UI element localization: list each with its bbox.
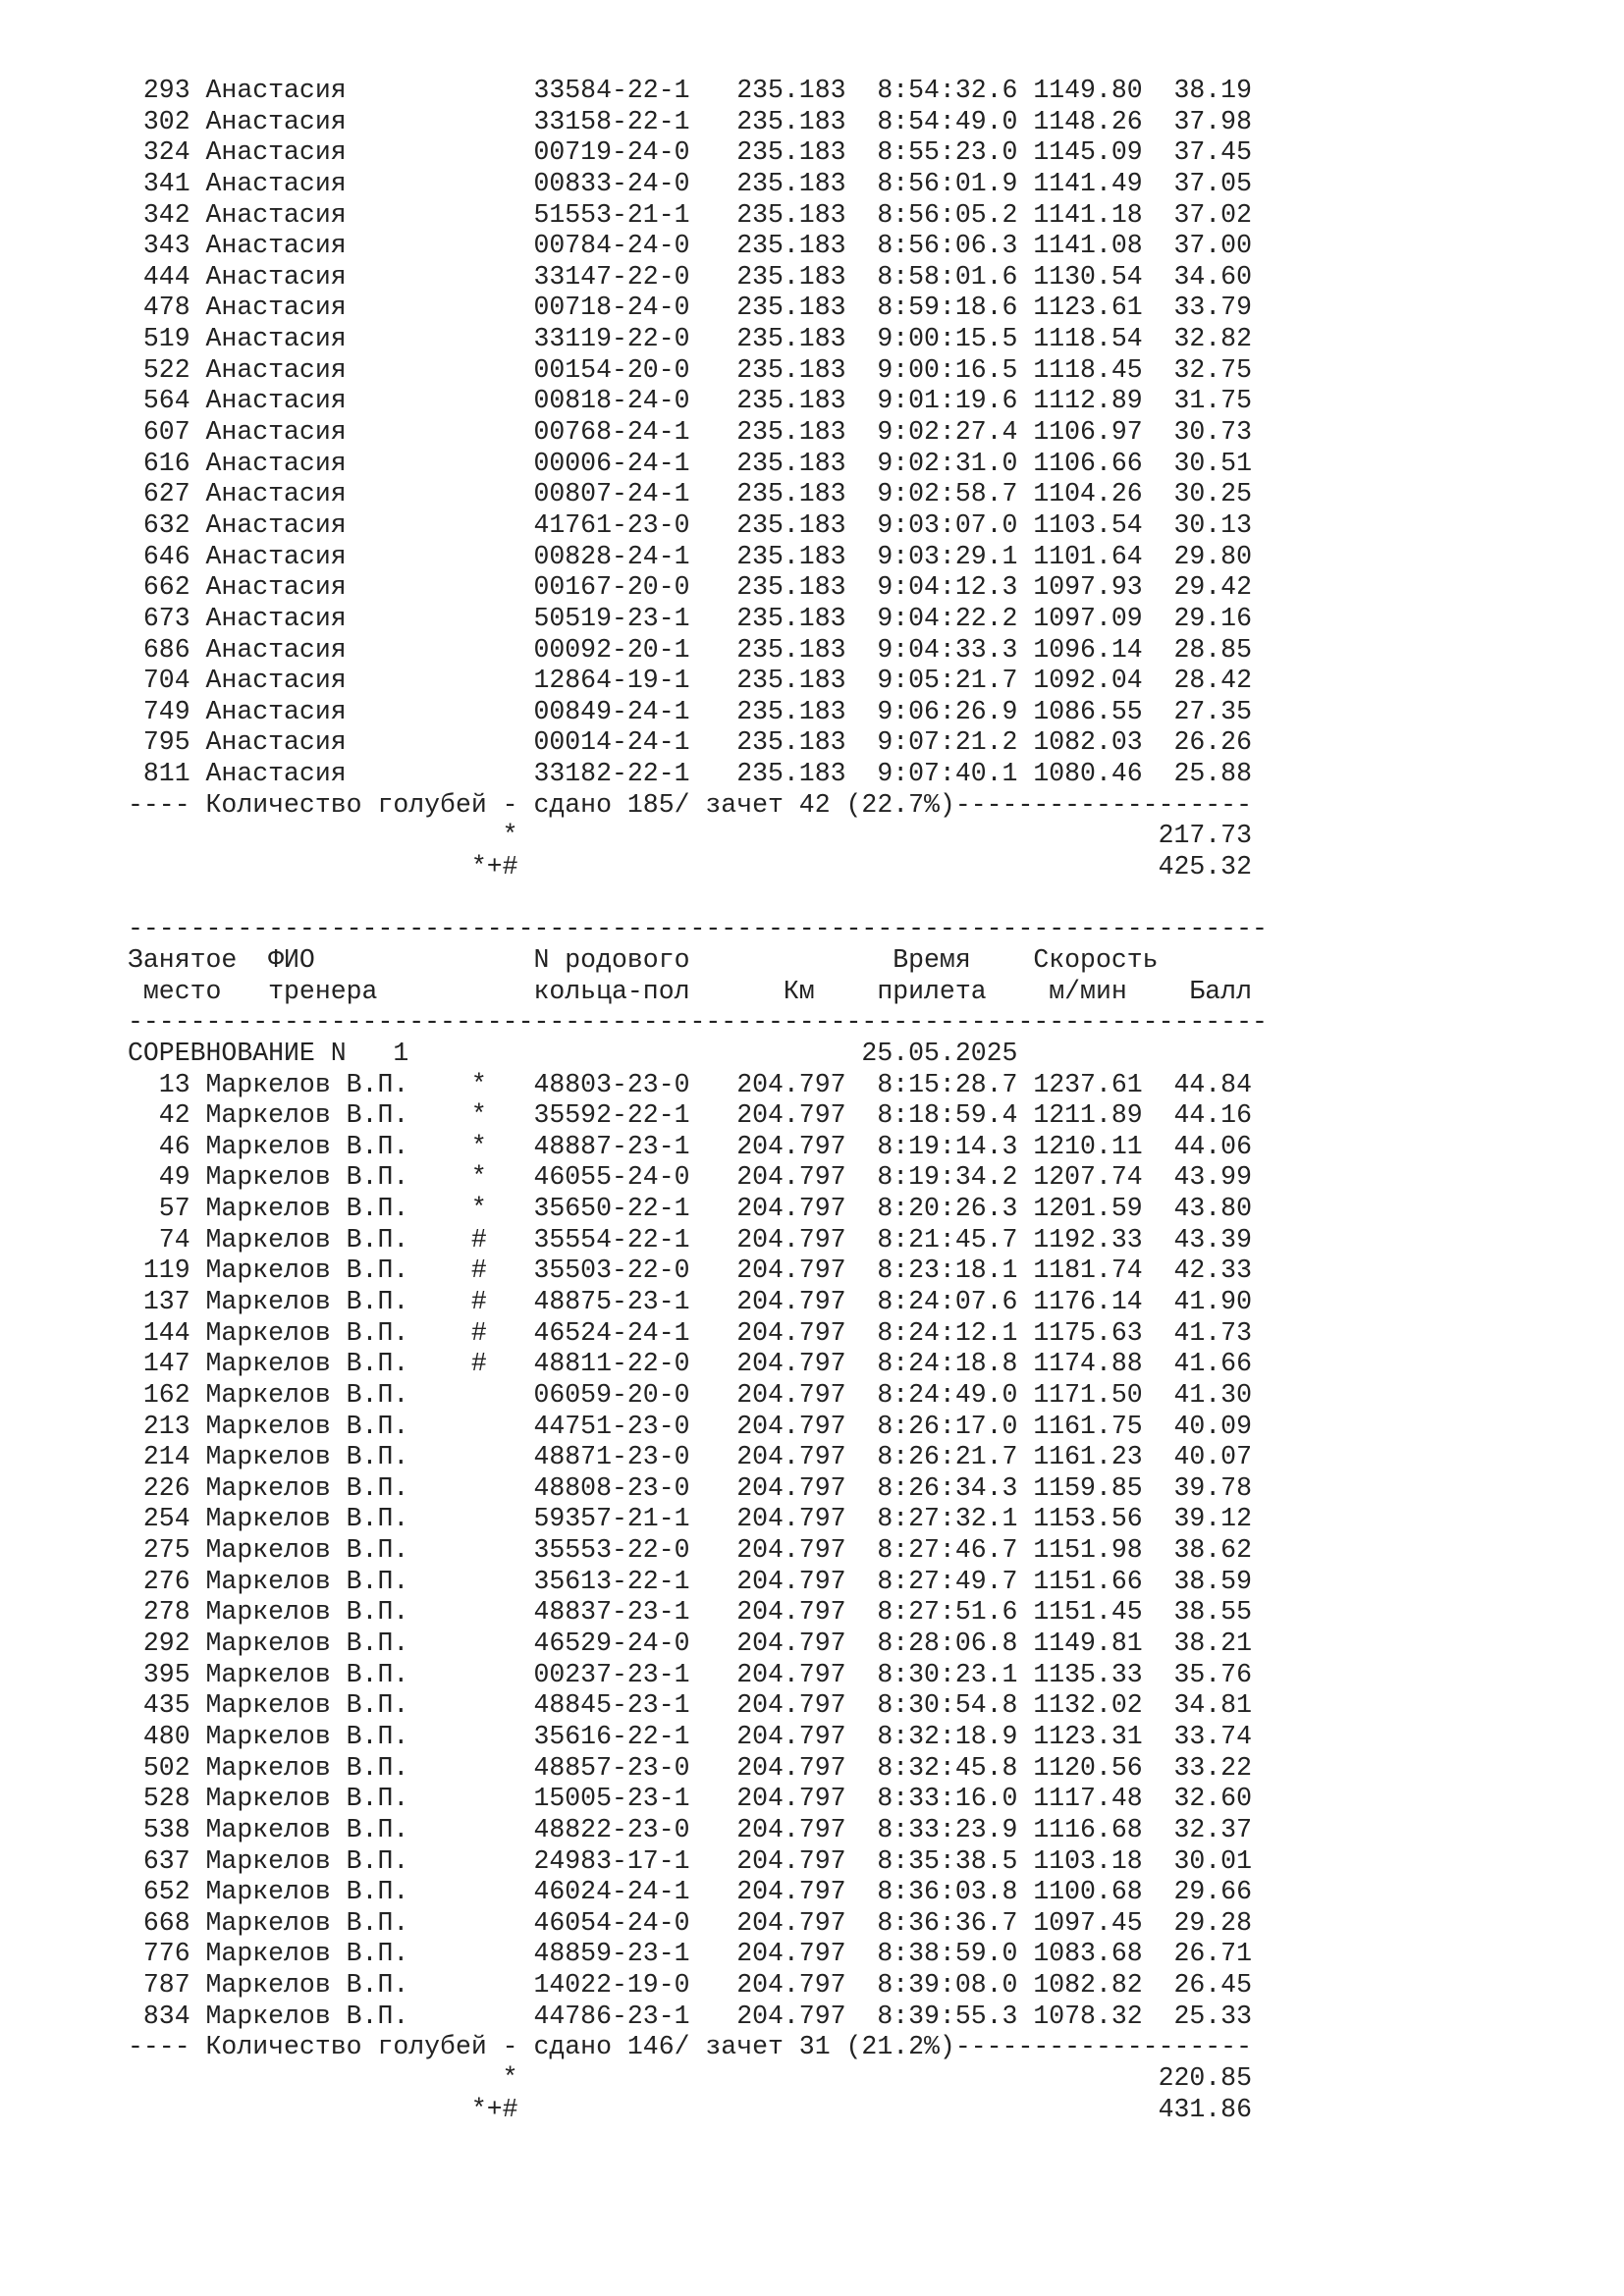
section-markelov — [128, 1039, 1268, 2125]
header-line-1: Занятое ФИО N родового Время Скорость — [128, 944, 1159, 975]
result-row: 522 Анастасия 00154-20-0 235.183 9:00:16.5 1118.45 32.75 — [128, 354, 1252, 385]
result-row: 213 Маркелов В.П. 44751-23-0 204.797 8:26:17.0 1161.75 40.09 — [128, 1411, 1252, 1441]
result-row: 57 Маркелов В.П. * 35650-22-1 204.797 8:20:26.3 1201.59 43.80 — [128, 1194, 1252, 1224]
result-row: 668 Маркелов В.П. 46054-24-0 204.797 8:36:36.7 1097.45 29.28 — [128, 1907, 1252, 1938]
header-rule-top: ------------------------------------------------------------------------- — [128, 914, 1268, 944]
result-row: 343 Анастасия 00784-24-0 235.183 8:56:06.3 1141.08 37.00 — [128, 231, 1252, 261]
spacer — [128, 883, 1268, 915]
result-row: 342 Анастасия 51553-21-1 235.183 8:56:05.2 1141.18 37.02 — [128, 199, 1252, 230]
result-row: 276 Маркелов В.П. 35613-22-1 204.797 8:27:49.7 1151.66 38.59 — [128, 1566, 1252, 1596]
result-row: 293 Анастасия 33584-22-1 235.183 8:54:32.6 1149.80 38.19 — [128, 76, 1252, 105]
result-row: 627 Анастасия 00807-24-1 235.183 9:02:58.7 1104.26 30.25 — [128, 479, 1252, 509]
result-row: 776 Маркелов В.П. 48859-23-1 204.797 8:38:59.0 1083.68 26.71 — [128, 1939, 1252, 1969]
result-row: 538 Маркелов В.П. 48822-23-0 204.797 8:33:23.9 1116.68 32.37 — [128, 1814, 1252, 1844]
result-row: 292 Маркелов В.П. 46529-24-0 204.797 8:28:06.8 1149.81 38.21 — [128, 1629, 1252, 1659]
result-row: 834 Маркелов В.П. 44786-23-1 204.797 8:39:55.3 1078.32 25.33 — [128, 2001, 1252, 2031]
result-row: 444 Анастасия 33147-22-0 235.183 8:58:01.6 1130.54 34.60 — [128, 261, 1252, 292]
result-row: 144 Маркелов В.П. # 46524-24-1 204.797 8:24:12.1 1175.63 41.73 — [128, 1317, 1252, 1348]
result-row: 74 Маркелов В.П. # 35554-22-1 204.797 8:21:45.7 1192.33 43.39 — [128, 1224, 1252, 1255]
header-line-2: место тренера кольца-пол Км прилета м/мин Балл — [128, 976, 1252, 1006]
result-row: 275 Маркелов В.П. 35553-22-0 204.797 8:27:46.7 1151.98 38.62 — [128, 1535, 1252, 1566]
header-rule-bottom: ------------------------------------------------------------------------- — [128, 1007, 1268, 1038]
total-star-line: * 220.85 — [128, 2063, 1252, 2093]
results-list — [128, 1070, 1268, 2033]
result-row: 564 Анастасия 00818-24-0 235.183 9:01:19.6 1112.89 31.75 — [128, 386, 1252, 416]
section-anastasia — [128, 76, 1268, 883]
result-row: 395 Маркелов В.П. 00237-23-1 204.797 8:30:23.1 1135.33 35.76 — [128, 1659, 1252, 1689]
result-row: 324 Анастасия 00719-24-0 235.183 8:55:23.0 1145.09 37.45 — [128, 137, 1252, 168]
result-row: 226 Маркелов В.П. 48808-23-0 204.797 8:26:34.3 1159.85 39.78 — [128, 1472, 1252, 1503]
summary-line: ---- Количество голубей - сдано 146/ зачет 31 (21.2%)------------------- — [128, 2032, 1252, 2062]
result-row: 13 Маркелов В.П. * 48803-23-0 204.797 8:15:28.7 1237.61 44.84 — [128, 1069, 1252, 1099]
result-row: 46 Маркелов В.П. * 48887-23-1 204.797 8:19:14.3 1210.11 44.06 — [128, 1131, 1252, 1161]
result-row: 119 Маркелов В.П. # 35503-22-0 204.797 8:23:18.1 1181.74 42.33 — [128, 1255, 1252, 1286]
summary-line: ---- Количество голубей - сдано 185/ зачет 42 (22.7%)------------------- — [128, 789, 1252, 820]
results-list — [128, 76, 1268, 790]
result-row: 673 Анастасия 50519-23-1 235.183 9:04:22.2 1097.09 29.16 — [128, 603, 1252, 633]
result-row: 646 Анастасия 00828-24-1 235.183 9:03:29.1 1101.64 29.80 — [128, 541, 1252, 571]
result-row: 49 Маркелов В.П. * 46055-24-0 204.797 8:19:34.2 1207.74 43.99 — [128, 1162, 1252, 1193]
result-row: 278 Маркелов В.П. 48837-23-1 204.797 8:27:51.6 1151.45 38.55 — [128, 1597, 1252, 1628]
result-row: 795 Анастасия 00014-24-1 235.183 9:07:21.2 1082.03 26.26 — [128, 727, 1252, 758]
result-row: 478 Анастасия 00718-24-0 235.183 8:59:18.6 1123.61 33.79 — [128, 293, 1252, 323]
result-row: 607 Анастасия 00768-24-1 235.183 9:02:27.4 1106.97 30.73 — [128, 417, 1252, 448]
total-star-plus-hash-line: *+# 431.86 — [128, 2094, 1252, 2124]
result-row: 137 Маркелов В.П. # 48875-23-1 204.797 8:24:07.6 1176.14 41.90 — [128, 1286, 1252, 1316]
result-row: 519 Анастасия 33119-22-0 235.183 9:00:15.5 1118.54 32.82 — [128, 324, 1252, 354]
competition-line: СОРЕВНОВАНИЕ N 1 25.05.2025 — [128, 1038, 1018, 1068]
result-row: 749 Анастасия 00849-24-1 235.183 9:06:26.9 1086.55 27.35 — [128, 696, 1252, 726]
result-row: 147 Маркелов В.П. # 48811-22-0 204.797 8:24:18.8 1174.88 41.66 — [128, 1349, 1252, 1379]
result-row: 528 Маркелов В.П. 15005-23-1 204.797 8:33:16.0 1117.48 32.60 — [128, 1784, 1252, 1814]
result-row: 811 Анастасия 33182-22-1 235.183 9:07:40.1 1080.46 25.88 — [128, 759, 1252, 789]
result-row: 214 Маркелов В.П. 48871-23-0 204.797 8:26:21.7 1161.23 40.07 — [128, 1442, 1252, 1472]
result-row: 502 Маркелов В.П. 48857-23-0 204.797 8:32:45.8 1120.56 33.22 — [128, 1752, 1252, 1783]
result-row: 637 Маркелов В.П. 24983-17-1 204.797 8:35:38.5 1103.18 30.01 — [128, 1845, 1252, 1876]
result-row: 302 Анастасия 33158-22-1 235.183 8:54:49.0 1148.26 37.98 — [128, 106, 1252, 136]
result-row: 616 Анастасия 00006-24-1 235.183 9:02:31.0 1106.66 30.51 — [128, 448, 1252, 478]
result-row: 42 Маркелов В.П. * 35592-22-1 204.797 8:18:59.4 1211.89 44.16 — [128, 1100, 1252, 1131]
total-star-plus-hash-line: *+# 425.32 — [128, 852, 1252, 882]
result-row: 652 Маркелов В.П. 46024-24-1 204.797 8:36:03.8 1100.68 29.66 — [128, 1877, 1252, 1907]
result-row: 704 Анастасия 12864-19-1 235.183 9:05:21.7 1092.04 28.42 — [128, 666, 1252, 696]
result-row: 686 Анастасия 00092-20-1 235.183 9:04:33.3 1096.14 28.85 — [128, 634, 1252, 665]
result-row: 341 Анастасия 00833-24-0 235.183 8:56:01.9 1141.49 37.05 — [128, 168, 1252, 198]
result-row: 162 Маркелов В.П. 06059-20-0 204.797 8:24:49.0 1171.50 41.30 — [128, 1379, 1252, 1410]
result-row: 787 Маркелов В.П. 14022-19-0 204.797 8:39:08.0 1082.82 26.45 — [128, 1970, 1252, 2001]
result-row: 435 Маркелов В.П. 48845-23-1 204.797 8:30:54.8 1132.02 34.81 — [128, 1690, 1252, 1721]
result-row: 632 Анастасия 41761-23-0 235.183 9:03:07.0 1103.54 30.13 — [128, 509, 1252, 540]
results-page — [128, 76, 1268, 2125]
total-star-line: * 217.73 — [128, 821, 1252, 851]
result-row: 254 Маркелов В.П. 59357-21-1 204.797 8:27:32.1 1153.56 39.12 — [128, 1504, 1252, 1534]
result-row: 662 Анастасия 00167-20-0 235.183 9:04:12.3 1097.93 29.42 — [128, 572, 1252, 603]
result-row: 480 Маркелов В.П. 35616-22-1 204.797 8:32:18.9 1123.31 33.74 — [128, 1721, 1252, 1751]
table-header — [128, 914, 1268, 1039]
